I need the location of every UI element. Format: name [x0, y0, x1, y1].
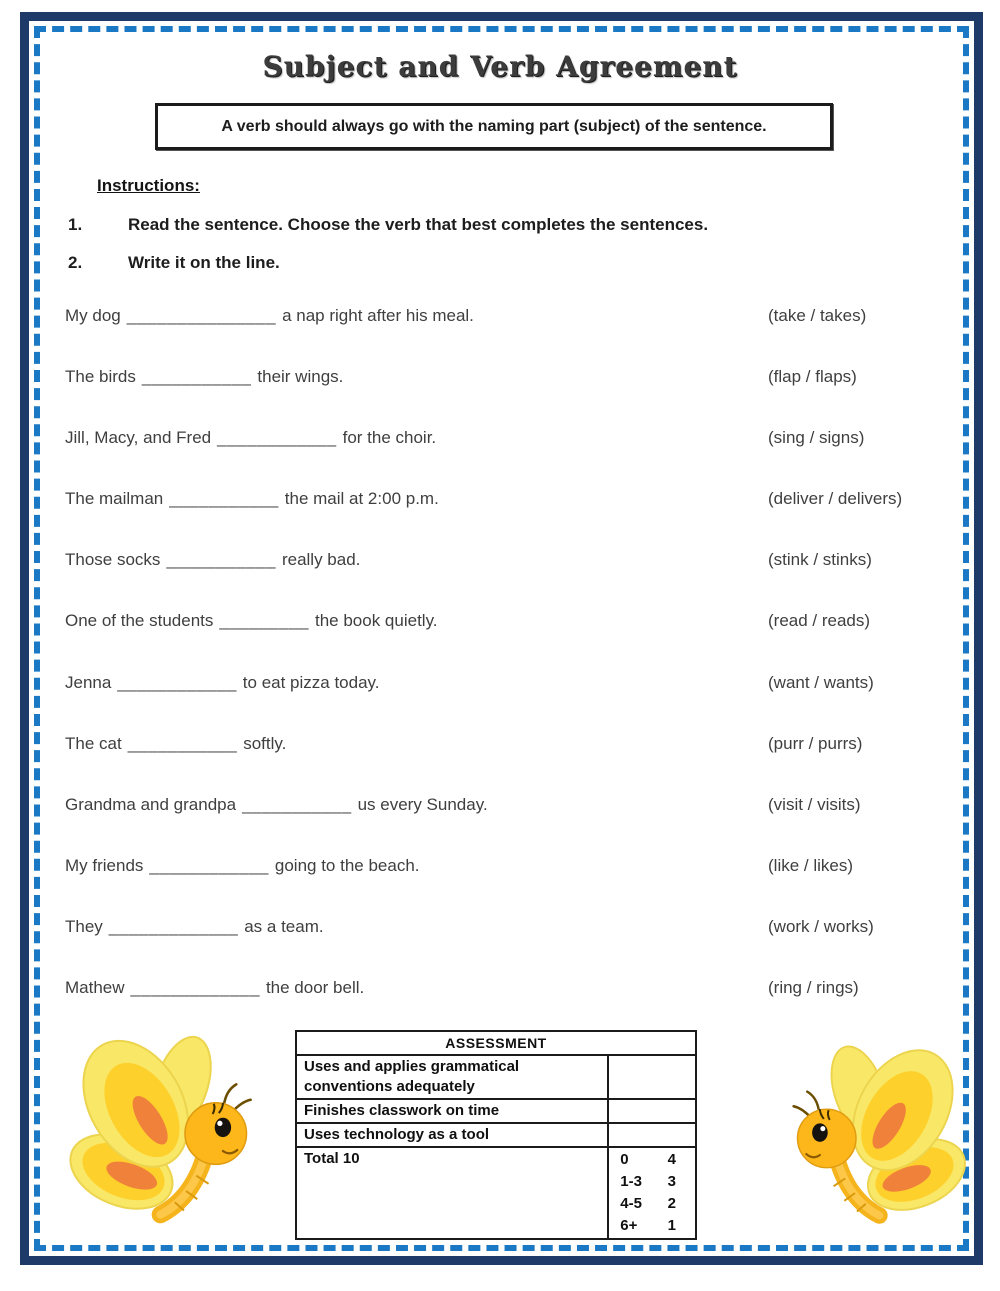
instruction-step-1 — [68, 215, 928, 235]
verb-options: (sing / signs) — [768, 428, 865, 447]
scale-range: 1-3 — [620, 1173, 642, 1190]
answer-blank[interactable]: _____________ — [108, 917, 239, 936]
scale-range: 4-5 — [620, 1195, 642, 1212]
verb-options: (like / likes) — [768, 856, 854, 875]
sentence-before: One of the students — [65, 611, 214, 630]
scale-range: 6+ — [620, 1217, 638, 1234]
sentence-row — [0, 978, 1000, 1002]
sentence-before: The mailman — [65, 489, 164, 508]
answer-blank[interactable]: ____________ — [217, 428, 337, 447]
assessment-table — [295, 1030, 697, 1240]
criterion-label: Uses technology as a tool — [296, 1123, 608, 1147]
answer-blank[interactable]: ___________ — [141, 367, 252, 386]
assessment-total-row — [296, 1147, 696, 1239]
verb-options: (want / wants) — [768, 673, 874, 692]
answer-blank[interactable]: ___________ — [169, 489, 279, 508]
answer-blank[interactable]: _____________ — [130, 978, 260, 997]
assessment-header: ASSESSMENT — [296, 1031, 696, 1055]
sentence-after: really bad. — [281, 550, 361, 569]
answer-blank[interactable]: ____________ — [117, 673, 237, 692]
verb-options: (stink / stinks) — [768, 550, 872, 569]
assessment-criterion-row — [296, 1123, 696, 1147]
sentence-row — [0, 550, 1000, 574]
answer-blank[interactable]: ___________ — [166, 550, 276, 569]
scale-grade: 3 — [667, 1173, 676, 1190]
instruction-step-2 — [68, 253, 928, 273]
verb-options: (flap / flaps) — [768, 367, 857, 386]
instructions-heading: Instructions: — [97, 176, 200, 195]
rule-box — [155, 103, 833, 150]
sentence-after: the book quietly. — [314, 611, 438, 630]
butterfly-right-icon — [778, 1038, 973, 1233]
scale-row — [616, 1215, 688, 1237]
scale-row — [616, 1193, 688, 1215]
verb-options: (purr / purrs) — [768, 734, 863, 753]
rule-text: A verb should always go with the naming part (subject) of the sentence. — [221, 117, 767, 135]
step-number: 1. — [68, 215, 83, 234]
sentence-before: Those socks — [65, 550, 161, 569]
answer-blank[interactable]: _________ — [219, 611, 309, 630]
answer-blank[interactable]: ___________ — [242, 795, 352, 814]
step-number: 2. — [68, 253, 83, 272]
total-label: Total 10 — [296, 1147, 608, 1239]
verb-options: (visit / visits) — [768, 795, 861, 814]
butterfly-left-icon — [62, 1028, 267, 1233]
verb-options: (deliver / delivers) — [768, 489, 903, 508]
sentence-after: as a team. — [244, 917, 324, 936]
verb-options: (ring / rings) — [768, 978, 859, 997]
sentence-before: Jenna — [65, 673, 112, 692]
assessment-header-row — [296, 1031, 696, 1055]
criterion-label: Uses and applies grammatical conventions adequately — [296, 1055, 608, 1099]
score-cell — [608, 1055, 696, 1099]
sentence-row — [0, 306, 1000, 330]
sentence-row — [0, 428, 1000, 452]
sentence-before: The cat — [65, 734, 122, 753]
verb-options: (read / reads) — [768, 611, 871, 630]
sentence-row — [0, 856, 1000, 880]
scale-grade: 4 — [667, 1151, 676, 1168]
sentence-before: My friends — [65, 856, 144, 875]
sentence-after: a nap right after his meal. — [282, 306, 474, 325]
scale-range: 0 — [620, 1151, 629, 1168]
sentence-after: going to the beach. — [274, 856, 420, 875]
answer-blank[interactable]: _______________ — [126, 306, 277, 325]
criterion-label: Finishes classwork on time — [296, 1099, 608, 1123]
worksheet-title: Subject and Verb Agreement — [262, 50, 738, 83]
sentence-before: They — [65, 917, 103, 936]
sentence-row — [0, 489, 1000, 513]
sentence-before: Jill, Macy, and Fred — [65, 428, 212, 447]
scale-row — [616, 1171, 688, 1193]
sentence-after: the mail at 2:00 p.m. — [284, 489, 439, 508]
answer-blank[interactable]: ___________ — [127, 734, 238, 753]
sentence-row — [0, 917, 1000, 941]
sentence-after: softly. — [243, 734, 287, 753]
answer-blank[interactable]: ____________ — [149, 856, 269, 875]
scale-row — [616, 1149, 688, 1171]
sentence-row — [0, 611, 1000, 635]
assessment-criterion-row — [296, 1099, 696, 1123]
sentence-row — [0, 734, 1000, 758]
verb-options: (take / takes) — [768, 306, 867, 325]
sentence-after: to eat pizza today. — [242, 673, 380, 692]
step-text: Write it on the line. — [128, 253, 280, 272]
sentence-before: My dog — [65, 306, 121, 325]
sentence-after: for the choir. — [342, 428, 437, 447]
verb-options: (work / works) — [768, 917, 874, 936]
score-cell — [608, 1123, 696, 1147]
sentence-row — [0, 673, 1000, 697]
sentence-after: the door bell. — [265, 978, 365, 997]
sentence-after: their wings. — [257, 367, 344, 386]
grading-scale-cell — [608, 1147, 696, 1239]
score-cell — [608, 1099, 696, 1123]
sentence-row — [0, 367, 1000, 391]
sentence-before: Mathew — [65, 978, 125, 997]
step-text: Read the sentence. Choose the verb that best completes the sentences. — [128, 215, 709, 234]
scale-grade: 2 — [667, 1195, 676, 1212]
scale-grade: 1 — [667, 1217, 676, 1234]
sentence-before: Grandma and grandpa — [65, 795, 237, 814]
sentence-before: The birds — [65, 367, 136, 386]
sentence-row — [0, 795, 1000, 819]
assessment-criterion-row — [296, 1055, 696, 1099]
sentence-after: us every Sunday. — [357, 795, 488, 814]
